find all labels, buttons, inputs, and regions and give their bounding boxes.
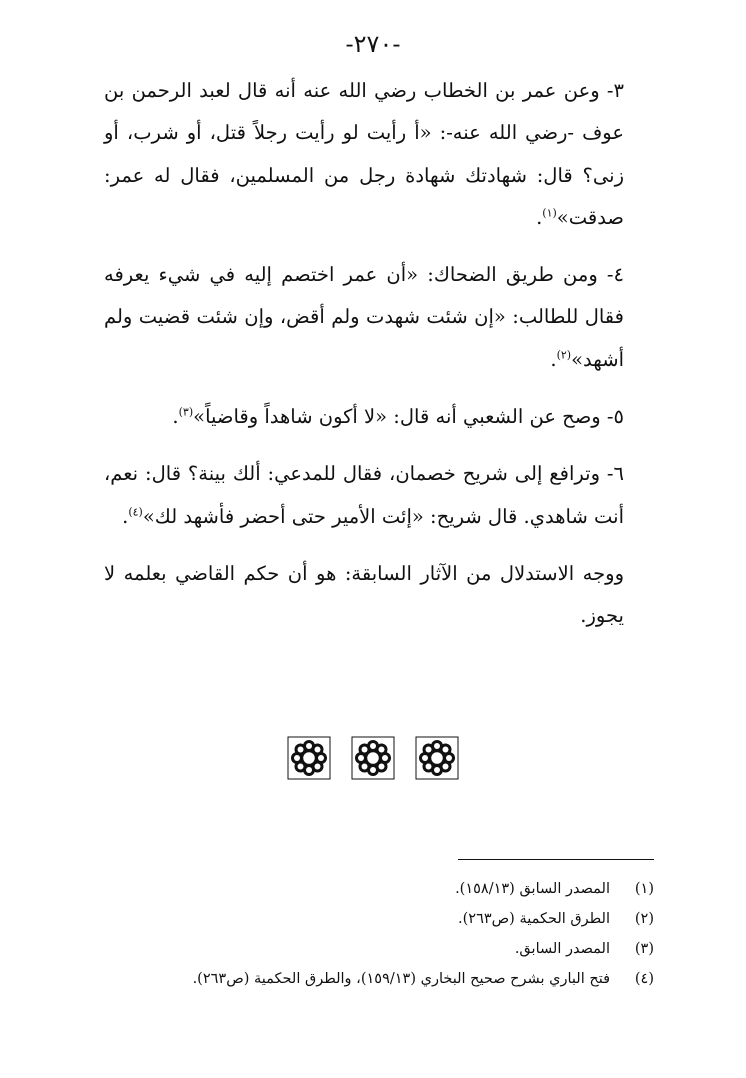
paragraph-5: ٥- وصح عن الشعبي أنه قال: «لا أكون شاهداً وقاضياً»$^{(٣)}$. <box>172 405 624 429</box>
footnote-ref: (١) <box>542 206 557 220</box>
footnote-number: (٤) <box>634 971 654 987</box>
footnote-text: فتح الباري بشرح صحيح البخاري (١٥٩/١٣)، والطرق الحكمية (ص٢٦٣). <box>192 971 610 987</box>
paragraph-text: ٣- وعن عمر بن الخطاب رضي الله عنه أنه قال لعبد الرحمن بن عوف -رضي الله عنه-: «أ رأيت لو رأيت رجلاً قتل، أو شرب، أو زنى؟ قال: شهادتك شهادة رجل من المسلمين، فقال له عمر: صدقت» <box>104 79 624 229</box>
flower-ornament-icon <box>349 734 397 782</box>
paragraph-4: ٤- ومن طريق الضحاك: «أن عمر اختصم إليه في شيء يعرفه فقال للطالب: «إن شئت شهدت ولم أقض، وإن شئت قضيت ولم أشهد»$^{(٢)}$. <box>104 263 624 371</box>
paragraph-text: ٤- ومن طريق الضحاك: «أن عمر اختصم إليه في شيء يعرفه فقال للطالب: «إن شئت شهدت ولم أقض، وإن شئت قضيت ولم أشهد» <box>104 263 624 371</box>
footnote-separator <box>458 859 654 860</box>
paragraph-text: ٥- وصح عن الشعبي أنه قال: «لا أكون شاهداً وقاضياً» <box>193 405 624 429</box>
conclusion-paragraph <box>104 553 624 638</box>
paragraph-6: ٦- وترافع إلى شريح خصمان، فقال للمدعي: ألك بينة؟ قال: نعم، أنت شاهدي. قال شريح: «إئت الأمير حتى أحضر فأشهد لك»$^{(٤)}$. <box>104 462 624 528</box>
footnote-item <box>130 904 654 934</box>
footnote-text: المصدر السابق. <box>514 941 610 957</box>
main-text <box>104 70 624 653</box>
footnote-text: المصدر السابق (١٥٨/١٣). <box>455 881 610 897</box>
page-number: -٢٧٠- <box>345 30 401 58</box>
flower-ornament-icon <box>285 734 333 782</box>
footnote-number: (٣) <box>634 941 654 957</box>
paragraph-text: ٦- وترافع إلى شريح خصمان، فقال للمدعي: ألك بينة؟ قال: نعم، أنت شاهدي. قال شريح: «إئت الأمير حتى أحضر فأشهد لك» <box>104 462 624 528</box>
paragraph-3: ٣- وعن عمر بن الخطاب رضي الله عنه أنه قال لعبد الرحمن بن عوف -رضي الله عنه-: «أ رأيت لو رأيت رجلاً قتل، أو شرب، أو زنى؟ قال: شهادتك شهادة رجل من المسلمين، فقال له عمر: صدقت»$^{(١)}$. <box>104 79 624 229</box>
section-ornaments <box>0 734 746 782</box>
footnotes <box>130 874 654 994</box>
footnote-number: (٢) <box>634 911 654 927</box>
footnote-number: (١) <box>634 881 654 897</box>
footnote-ref: (٢) <box>556 348 572 362</box>
footnote-item <box>130 934 654 964</box>
paragraph-text: ووجه الاستدلال من الآثار السابقة: هو أن حكم القاضي بعلمه لا يجوز. <box>104 561 624 628</box>
footnote-item <box>130 964 654 994</box>
footnote-ref: (٤) <box>128 505 143 519</box>
footnote-ref: (٣) <box>178 405 194 419</box>
flower-ornament-icon <box>413 734 461 782</box>
footnote-text: الطرق الحكمية (ص٢٦٣). <box>458 911 610 927</box>
footnote-item <box>130 874 654 904</box>
